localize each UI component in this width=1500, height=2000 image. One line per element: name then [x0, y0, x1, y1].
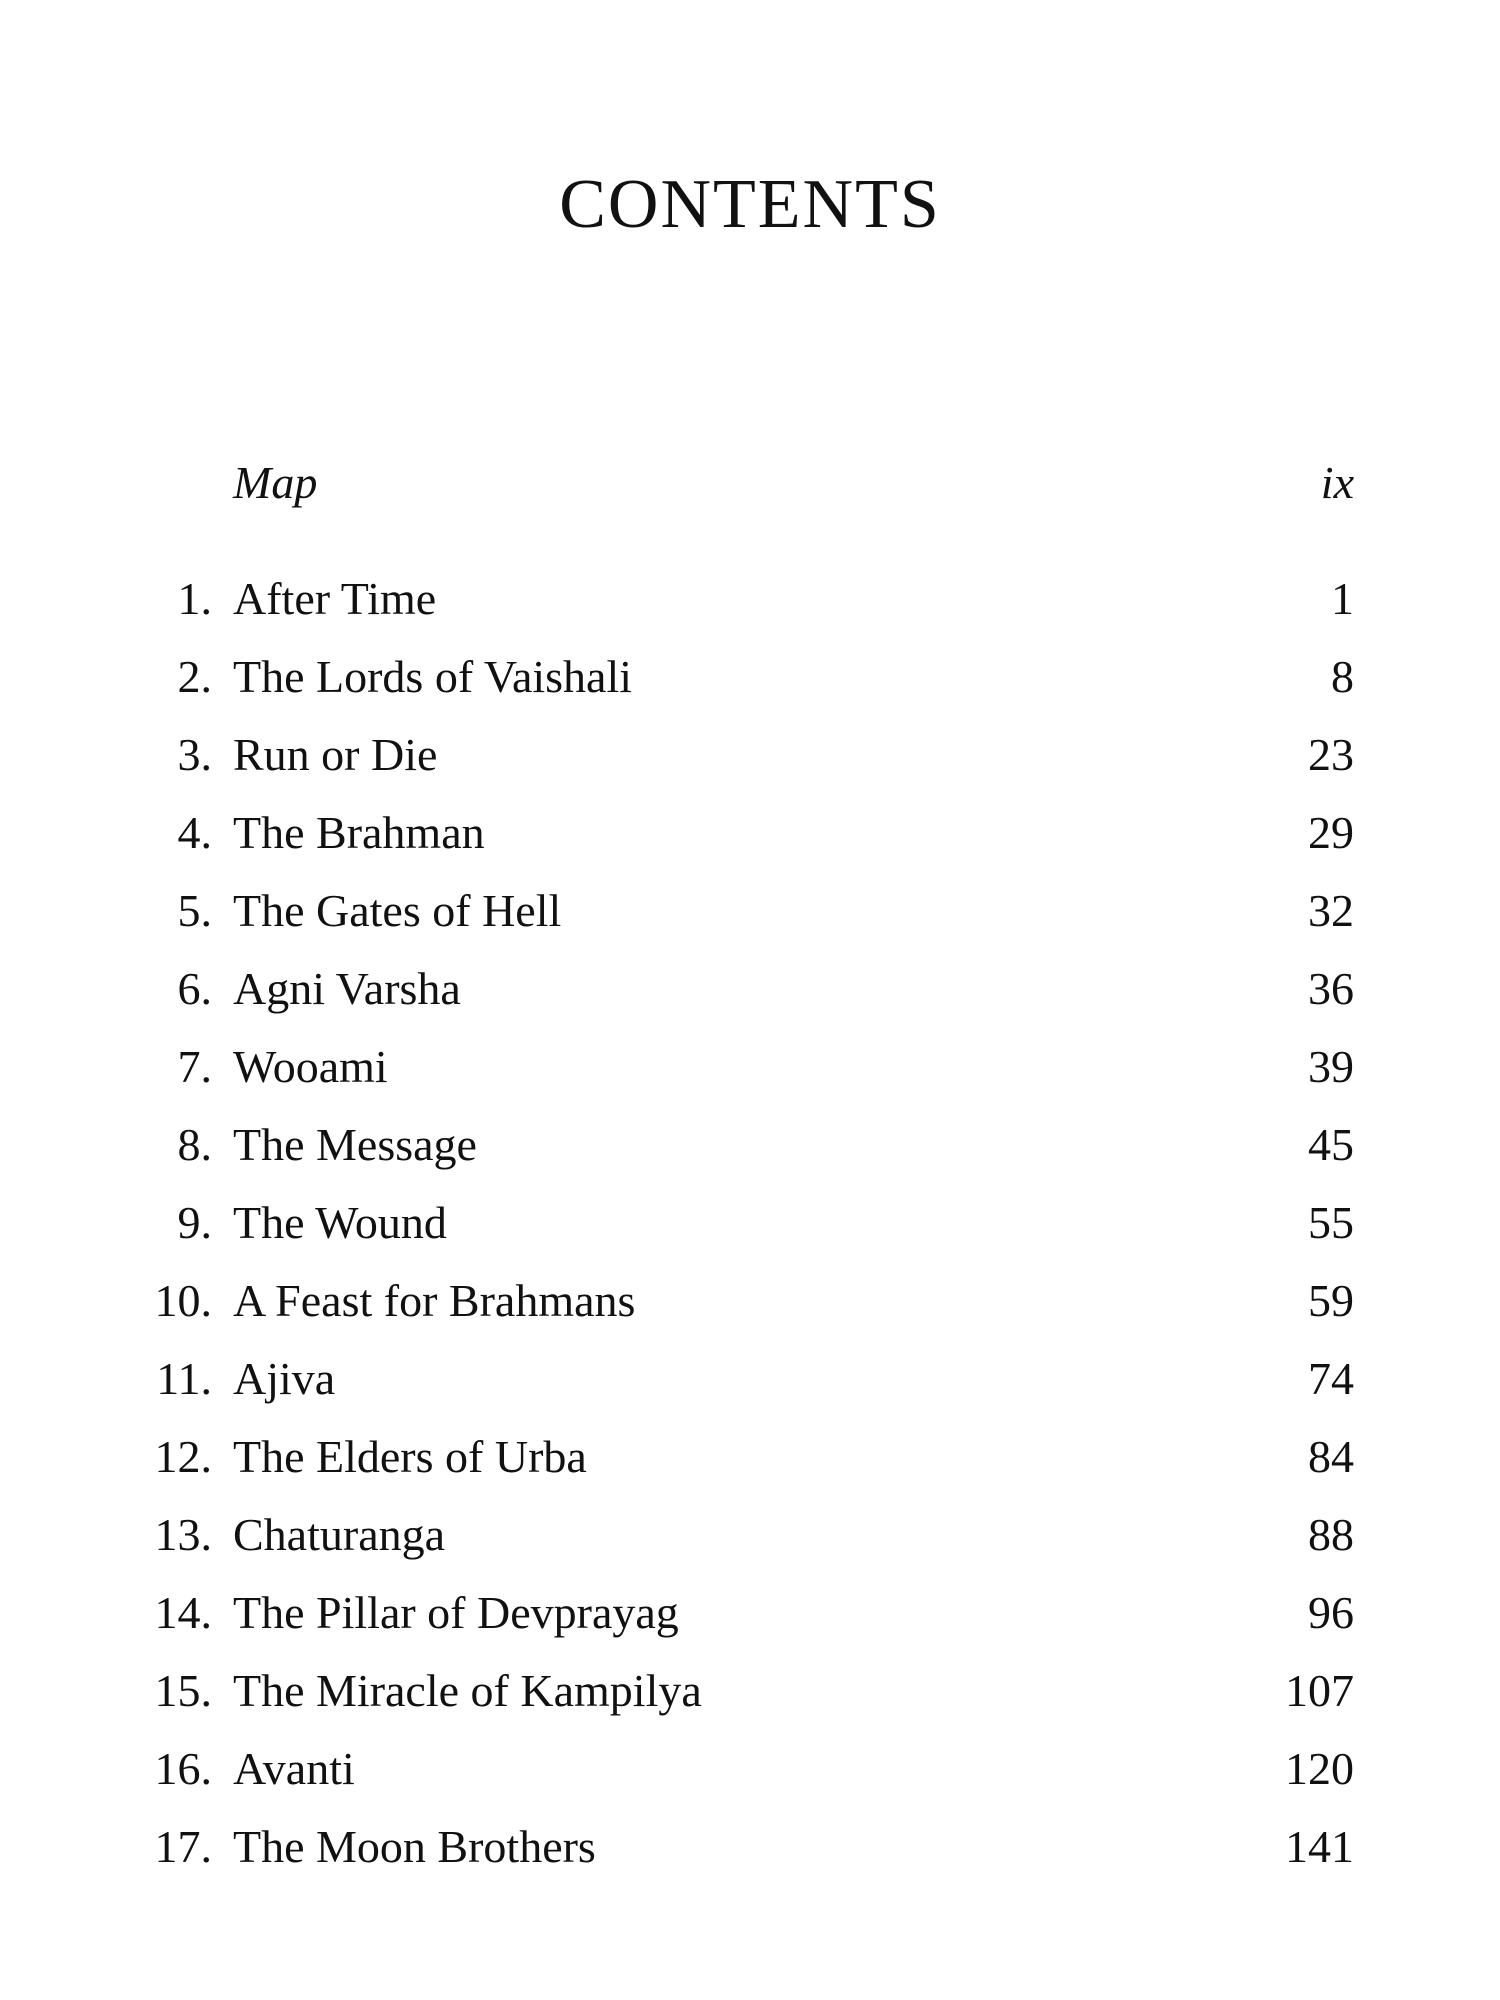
chapter-page-number: 141	[1285, 1821, 1354, 1872]
chapter-number: 2.	[177, 651, 212, 702]
chapter-number: 10.	[154, 1275, 212, 1326]
chapter-title: A Feast for Brahmans	[233, 1275, 636, 1326]
chapter-title: Ajiva	[233, 1353, 336, 1404]
chapter-title: Wooami	[233, 1041, 388, 1092]
chapter-page-number: 29	[1308, 807, 1354, 858]
toc-entry	[0, 1734, 1500, 1804]
chapter-number: 15.	[154, 1665, 212, 1716]
chapter-title: The Lords of Vaishali	[233, 651, 633, 702]
page-title: CONTENTS	[559, 165, 941, 243]
chapter-page-number: 59	[1308, 1275, 1354, 1326]
chapter-number: 14.	[154, 1587, 212, 1638]
chapter-page-number: 74	[1308, 1353, 1354, 1404]
chapter-page-number: 55	[1308, 1197, 1354, 1248]
toc-entry	[0, 1110, 1500, 1180]
toc-entry	[0, 1422, 1500, 1492]
toc-entry-front-matter	[0, 448, 1500, 518]
chapter-title: The Pillar of Devprayag	[233, 1587, 679, 1638]
chapter-number: 12.	[154, 1431, 212, 1482]
chapter-title: The Miracle of Kampilya	[233, 1665, 702, 1716]
entry-title: Map	[233, 457, 318, 508]
chapter-title: The Moon Brothers	[233, 1821, 596, 1872]
toc-entry	[0, 1578, 1500, 1648]
chapter-number: 13.	[154, 1509, 212, 1560]
chapter-page-number: 1	[1331, 573, 1354, 624]
toc-entry	[0, 876, 1500, 946]
toc-entry	[0, 1656, 1500, 1726]
chapter-number: 17.	[154, 1821, 212, 1872]
chapter-title: The Elders of Urba	[233, 1431, 587, 1482]
chapter-page-number: 107	[1285, 1665, 1354, 1716]
toc-entry	[0, 1344, 1500, 1414]
chapter-page-number: 8	[1331, 651, 1354, 702]
chapter-number: 3.	[177, 729, 212, 780]
chapter-number: 7.	[177, 1041, 212, 1092]
chapter-title: The Wound	[233, 1197, 447, 1248]
toc-entry	[0, 954, 1500, 1024]
entry-page-number: ix	[1320, 457, 1354, 508]
chapter-number: 1.	[177, 573, 212, 624]
chapter-title: Chaturanga	[233, 1509, 446, 1560]
chapter-title: Avanti	[233, 1743, 355, 1794]
chapter-number: 11.	[156, 1353, 212, 1404]
chapter-page-number: 39	[1308, 1041, 1354, 1092]
chapter-number: 16.	[154, 1743, 212, 1794]
chapter-page-number: 88	[1308, 1509, 1354, 1560]
chapter-page-number: 96	[1308, 1587, 1354, 1638]
toc-entry	[0, 1188, 1500, 1258]
chapter-title: The Brahman	[233, 807, 485, 858]
toc-entry	[0, 1500, 1500, 1570]
toc-entry	[0, 1032, 1500, 1102]
chapter-page-number: 36	[1308, 963, 1354, 1014]
chapter-page-number: 84	[1308, 1431, 1354, 1482]
chapter-number: 6.	[177, 963, 212, 1014]
chapter-page-number: 120	[1285, 1743, 1354, 1794]
chapter-number: 9.	[177, 1197, 212, 1248]
chapter-number: 8.	[177, 1119, 212, 1170]
chapter-page-number: 23	[1308, 729, 1354, 780]
chapter-page-number: 32	[1308, 885, 1354, 936]
toc-entry	[0, 798, 1500, 868]
chapter-title: After Time	[233, 573, 437, 624]
toc-entry	[0, 720, 1500, 790]
chapter-number: 5.	[177, 885, 212, 936]
chapter-number: 4.	[177, 807, 212, 858]
chapter-title: The Message	[233, 1119, 477, 1170]
toc-entry	[0, 1266, 1500, 1336]
chapter-title: The Gates of Hell	[233, 885, 562, 936]
toc-entry	[0, 642, 1500, 712]
toc-entry	[0, 1812, 1500, 1882]
chapter-title: Agni Varsha	[233, 963, 461, 1014]
chapter-page-number: 45	[1308, 1119, 1354, 1170]
toc-entry	[0, 564, 1500, 634]
chapter-title: Run or Die	[233, 729, 438, 780]
